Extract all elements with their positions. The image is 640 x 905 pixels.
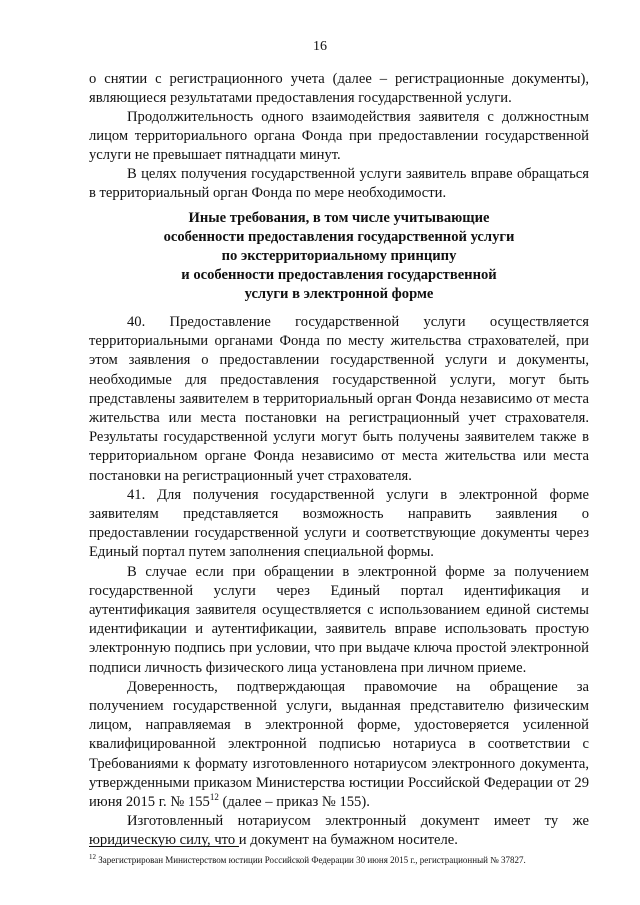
paragraph-simple-signature: В случае если при обращении в электронной форме за получением государственной услуги через Единый портал идентификация и аутентификация заявителя осуществляется с использованием единой системы идентификации и аутентификации, заявитель вправе использовать простую электронную подпись при условии, что при выдаче ключа простой электронной подписи личность физического лица установлена при личном приеме. — [89, 563, 589, 676]
heading-line: особенности предоставления государственной услуги — [163, 229, 515, 245]
poa-text: Доверенность, подтверждающая правомочие на обращение за получением государственной услуги, выданная представителю физическим лицом, направляемая в электронной форме, удостоверяется усиленной квалифицированной электронной подписью нотариуса в соответствии с Требованиями к формату изготовленного нотариусом электронного документа, утвержденными приказом Министерства юстиции Российской Федерации от 29 июня 2015 г. № 155 — [89, 678, 589, 811]
paragraph-40: 40. Предоставление государственной услуги осуществляется территориальными органами Фонда по месту жительства страхователей, при этом заявления о предоставлении государственной услуги и документы, необходимые для предоставления государственной услуги, могут быть представлены заявителем в территориальный орган Фонда независимо от места жительства или места постановки на регистрационный учет страхователя. Результаты государственной услуги могут быть получены заявителем также в территориальном органе Фонда независимо от места жительства или места постановки на регистрационный учет страхователя. — [89, 314, 589, 484]
footnote — [89, 855, 609, 866]
footnote-divider — [89, 846, 239, 847]
paragraph-41: 41. Для получения государственной услуги в электронной форме заявителям представляется возможность направить заявления о предоставлении государственной услуги и соответствующие документы через Единый портал путем заполнения специальной формы. — [89, 486, 589, 561]
paragraph-interaction-duration: Продолжительность одного взаимодействия заявителя с должностным лицом территориального органа Фонда при предоставлении государственной услуги не превышает пятнадцати минут. — [89, 109, 589, 163]
poa-text-end: (далее – приказ № 155). — [218, 794, 370, 811]
section-body — [89, 313, 589, 851]
heading-line: по экстерриториальному принципу — [221, 248, 457, 264]
paragraph-continuation: о снятии с регистрационного учета (далее – регистрационные документы), являющиеся результатами предоставления государственной услуги. — [89, 71, 589, 106]
section-heading — [89, 209, 589, 304]
heading-line: и особенности предоставления государственной — [181, 267, 497, 283]
heading-line: услуги в электронной форме — [244, 286, 434, 302]
footnote-reference: 12 — [209, 792, 219, 803]
paragraph-power-of-attorney — [89, 678, 589, 812]
heading-line: Иные требования, в том числе учитывающие — [188, 210, 490, 226]
paragraph-legal-force: Изготовленный нотариусом электронный документ имеет ту же юридическую силу, что и документ на бумажном носителе. — [89, 813, 589, 849]
footnote-text: Зарегистрирован Министерством юстиции Российской Федерации 30 июня 2015 г., регистрационный № 37827. — [96, 855, 526, 865]
page-number: 16 — [313, 39, 327, 54]
footnote-mark: 12 — [89, 853, 96, 861]
paragraph-frequency: В целях получения государственной услуги заявитель вправе обращаться в территориальный орган Фонда по мере необходимости. — [89, 166, 589, 201]
intro-text — [89, 70, 589, 203]
